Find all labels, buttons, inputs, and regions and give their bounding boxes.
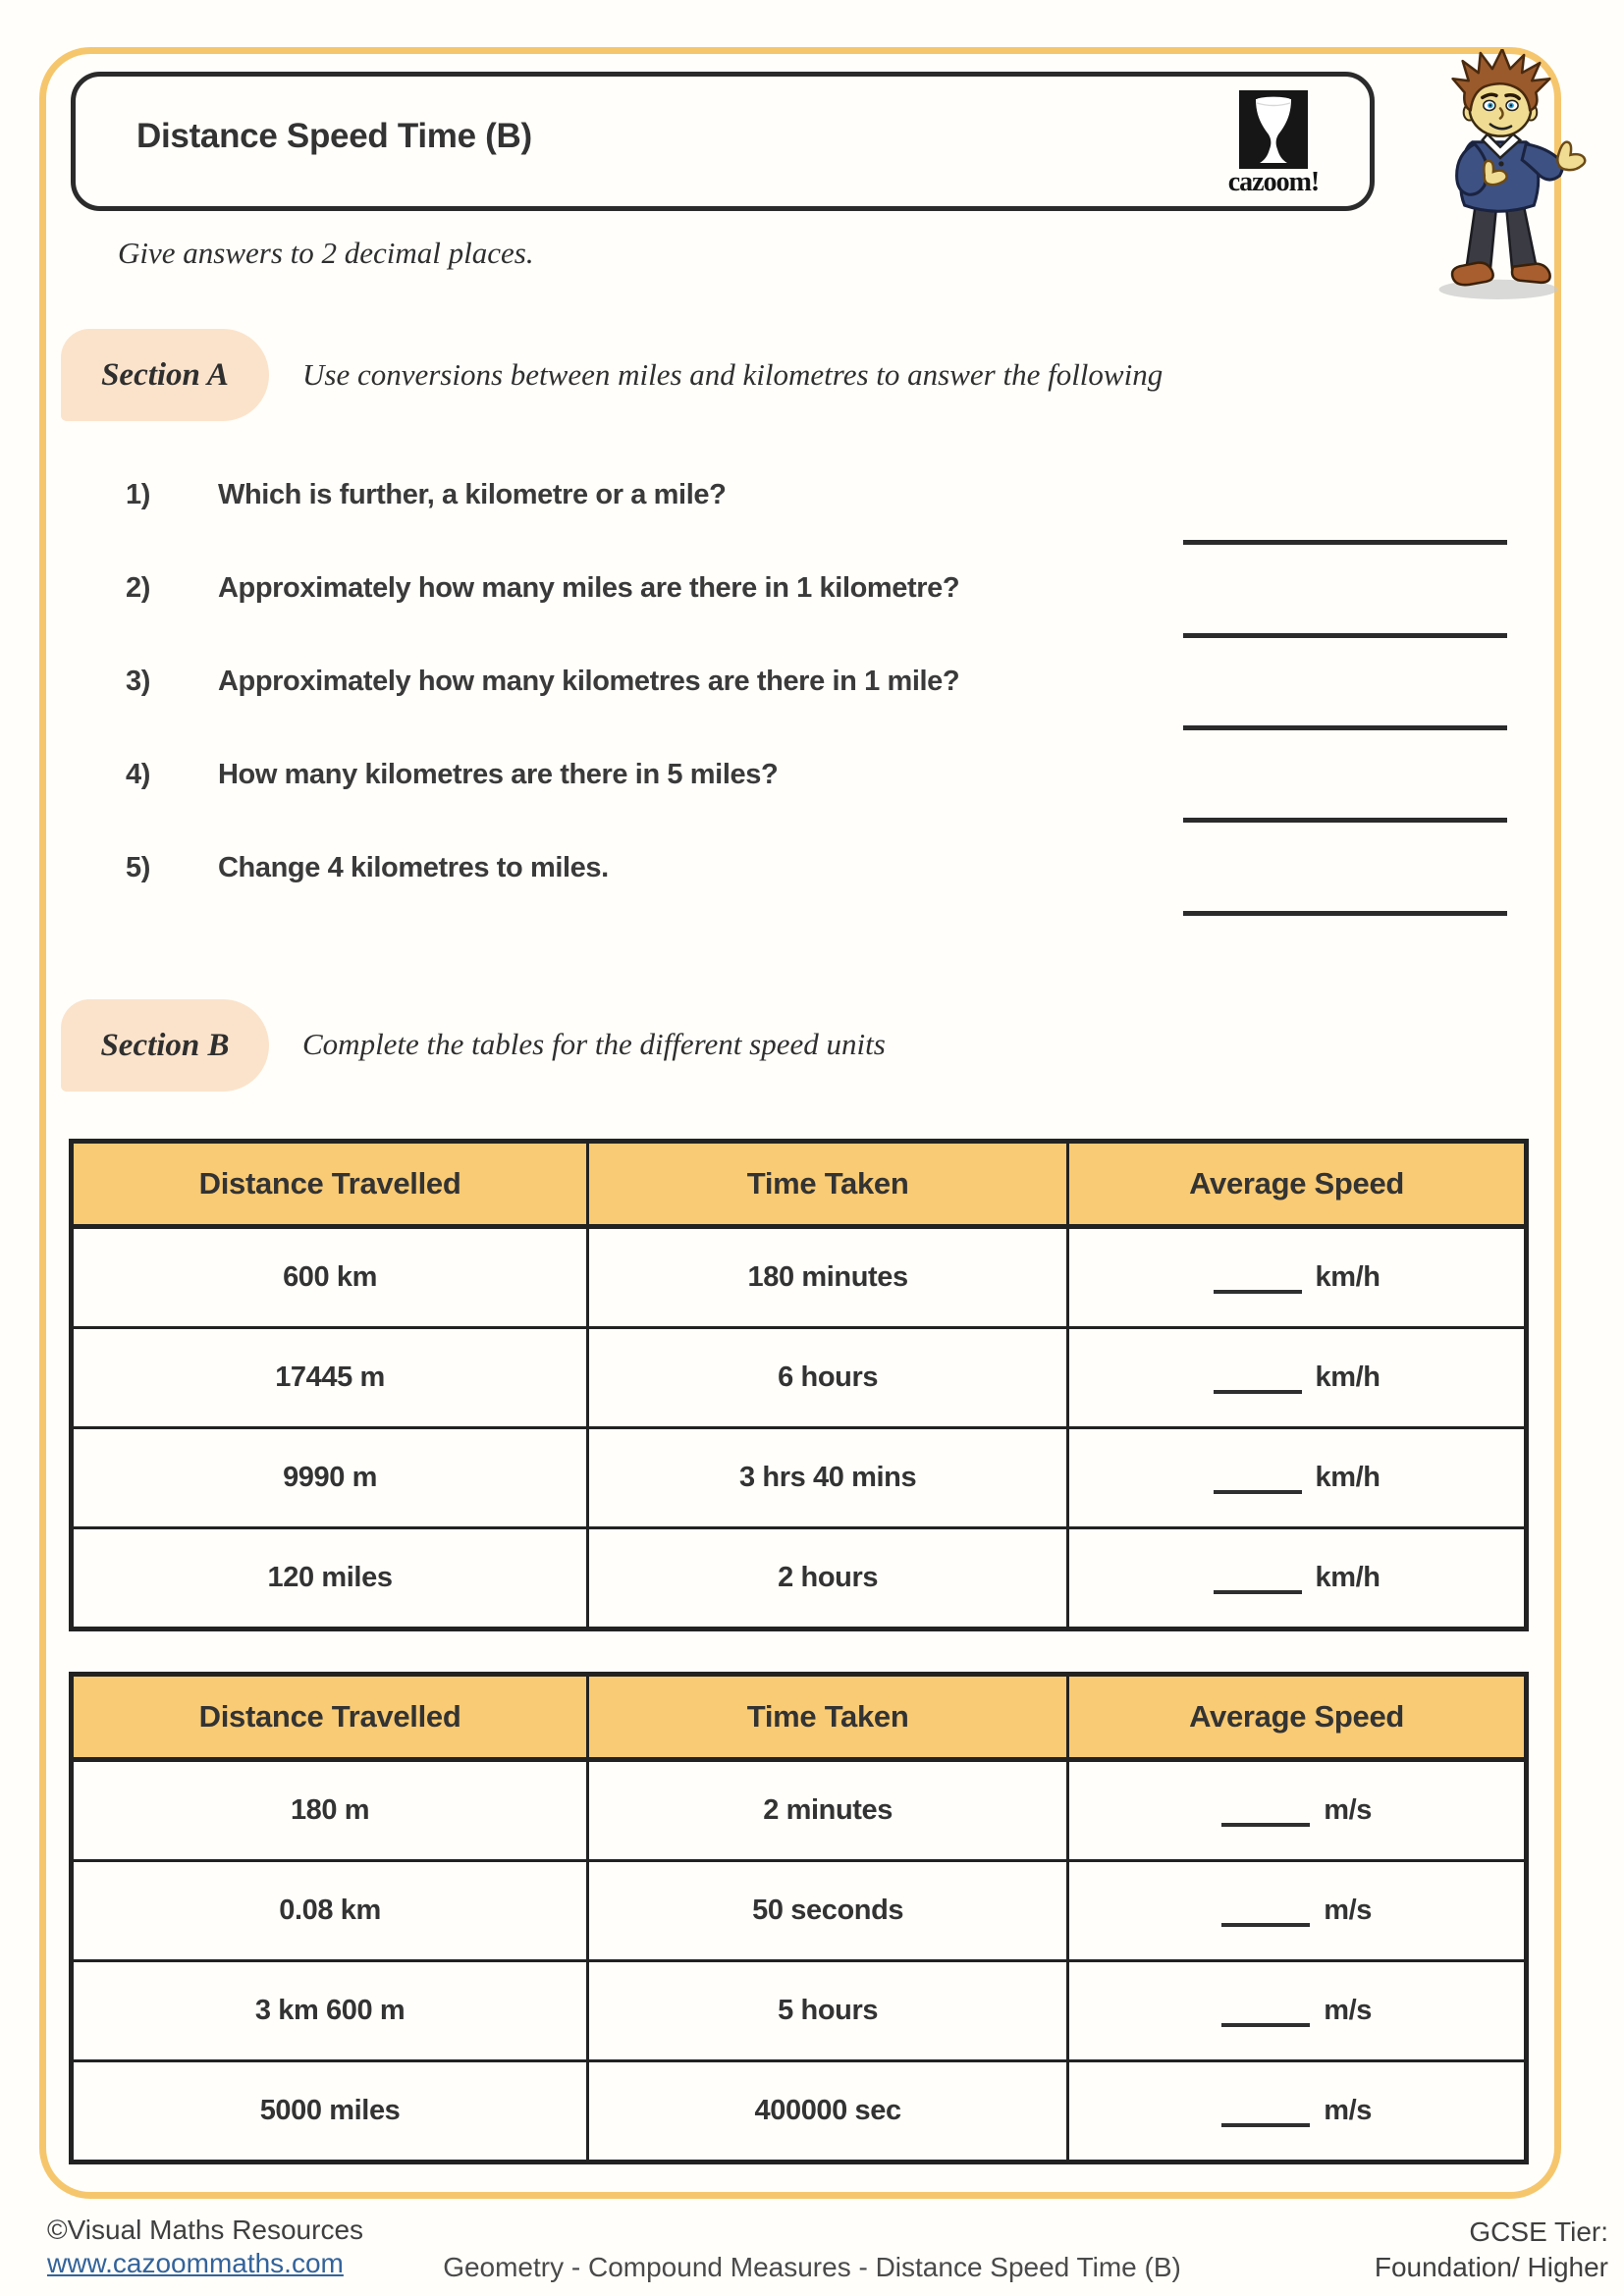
time-cell: 6 hours — [588, 1328, 1068, 1428]
question-5-number: 5) — [126, 852, 150, 883]
distance-cell: 5000 miles — [72, 2061, 588, 2163]
section-a-badge: Section A — [61, 329, 269, 421]
section-b-badge: Section B — [61, 999, 269, 1092]
answer-blank — [1221, 2023, 1310, 2027]
section-a-instruction: Use conversions between miles and kilometres to answer the following — [302, 357, 1164, 392]
answer-blank — [1214, 1290, 1302, 1294]
time-cell: 50 seconds — [588, 1861, 1068, 1961]
speed-unit: m/s — [1324, 1995, 1372, 2026]
gcse-tier-label: GCSE Tier: — [1469, 2216, 1608, 2247]
table-row — [72, 1760, 1527, 1861]
question-2-text: Approximately how many miles are there in 1 kilometre? — [218, 572, 960, 604]
title-bar — [71, 72, 1375, 211]
mascot-boy — [1400, 49, 1610, 306]
answer-blank — [1214, 1490, 1302, 1494]
distance-cell: 17445 m — [72, 1328, 588, 1428]
answer-blank — [1214, 1590, 1302, 1594]
cazoom-logo-text: cazoom! — [1227, 167, 1320, 197]
time-cell: 3 hrs 40 mins — [588, 1428, 1068, 1528]
header-speed: Average Speed — [1068, 1675, 1527, 1760]
header-time: Time Taken — [588, 1675, 1068, 1760]
answer-blank — [1221, 1823, 1310, 1827]
distance-cell: 180 m — [72, 1760, 588, 1861]
header-time: Time Taken — [588, 1142, 1068, 1227]
question-1-number: 1) — [126, 479, 150, 510]
gcse-tier-value: Foundation/ Higher — [1374, 2252, 1608, 2282]
page-title: Distance Speed Time (B) — [136, 117, 532, 155]
header-distance: Distance Travelled — [72, 1675, 588, 1760]
question-3-text: Approximately how many kilometres are there in 1 mile? — [218, 666, 960, 697]
speed-unit: km/h — [1315, 1462, 1380, 1493]
speed-table-ms — [69, 1672, 1529, 2164]
time-cell: 2 hours — [588, 1528, 1068, 1629]
footer-topic: Geometry - Compound Measures - Distance Speed Time (B) — [443, 2252, 1181, 2282]
answer-format-note: Give answers to 2 decimal places. — [118, 236, 534, 270]
table-row — [72, 2061, 1527, 2163]
question-5-text: Change 4 kilometres to miles. — [218, 852, 609, 883]
speed-cell — [1068, 1760, 1527, 1861]
speed-table-kmh — [69, 1139, 1529, 1631]
table-row — [72, 1428, 1527, 1528]
speed-unit: m/s — [1324, 1895, 1372, 1926]
table-row — [72, 1227, 1527, 1328]
answer-line-2 — [1183, 633, 1507, 638]
footer-copyright: ©Visual Maths Resources — [47, 2215, 364, 2245]
speed-cell — [1068, 1328, 1527, 1428]
answer-line-1 — [1183, 540, 1507, 545]
distance-cell: 0.08 km — [72, 1861, 588, 1961]
distance-cell: 9990 m — [72, 1428, 588, 1528]
speed-cell — [1068, 1428, 1527, 1528]
time-cell: 400000 sec — [588, 2061, 1068, 2163]
question-4-text: How many kilometres are there in 5 miles? — [218, 759, 779, 790]
speed-cell — [1068, 1227, 1527, 1328]
question-3-number: 3) — [126, 666, 150, 697]
table-row — [72, 1528, 1527, 1629]
table-header-row — [72, 1675, 1527, 1760]
answer-blank — [1214, 1390, 1302, 1394]
time-cell: 180 minutes — [588, 1227, 1068, 1328]
question-4-number: 4) — [126, 759, 150, 790]
answer-line-4 — [1183, 818, 1507, 823]
speed-cell — [1068, 2061, 1527, 2163]
header-distance: Distance Travelled — [72, 1142, 588, 1227]
question-1-text: Which is further, a kilometre or a mile? — [218, 479, 727, 510]
table-header-row — [72, 1142, 1527, 1227]
speed-cell — [1068, 1528, 1527, 1629]
section-b-instruction: Complete the tables for the different speed units — [302, 1027, 886, 1061]
speed-unit: km/h — [1315, 1362, 1380, 1393]
answer-blank — [1221, 1923, 1310, 1927]
distance-cell: 120 miles — [72, 1528, 588, 1629]
table-row — [72, 1961, 1527, 2061]
time-cell: 5 hours — [588, 1961, 1068, 2061]
speed-cell — [1068, 1861, 1527, 1961]
table-row — [72, 1861, 1527, 1961]
table-row — [72, 1328, 1527, 1428]
footer-website-link[interactable]: www.cazoommaths.com — [47, 2248, 344, 2278]
speed-unit: m/s — [1324, 1794, 1372, 1826]
distance-cell: 3 km 600 m — [72, 1961, 588, 2061]
time-cell: 2 minutes — [588, 1760, 1068, 1861]
answer-line-5 — [1183, 911, 1507, 916]
cazoom-logo — [1205, 90, 1342, 198]
speed-unit: m/s — [1324, 2095, 1372, 2126]
distance-cell: 600 km — [72, 1227, 588, 1328]
speed-cell — [1068, 1961, 1527, 2061]
header-speed: Average Speed — [1068, 1142, 1527, 1227]
answer-blank — [1221, 2123, 1310, 2127]
speed-unit: km/h — [1315, 1562, 1380, 1593]
answer-line-3 — [1183, 725, 1507, 730]
footer-gcse-tier — [1375, 2215, 1608, 2285]
speed-unit: km/h — [1315, 1261, 1380, 1293]
question-2-number: 2) — [126, 572, 150, 604]
hourglass-icon — [1239, 90, 1308, 169]
